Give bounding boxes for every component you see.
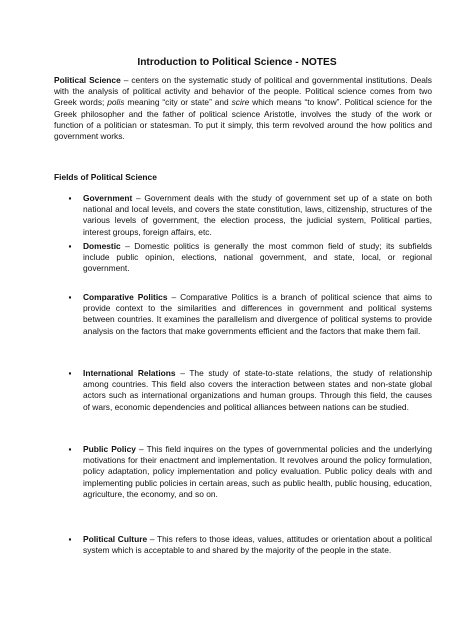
field-term: International Relations <box>83 368 176 378</box>
field-text: – This field inquires on the types of governmental policies and the underlying motivations for their enactment and implementation. It revolves around the policy formulation, policy adaptation, policy implementation and policy evaluation. Public policy deals with and implementing public policies in certain areas, such as public health, public housing, education, agriculture, the economy, and so on. <box>83 444 432 499</box>
field-text: – Government deals with the study of government set up of a state on both national and local levels, and covers the state constitution, laws, citizenship, structures of the various levels of government, the election process, the judicial system, Political parties, interest groups, foreign affairs, etc. <box>83 193 432 237</box>
field-item-political-culture <box>68 534 432 556</box>
field-item-comparative-politics <box>68 292 432 337</box>
field-term: Comparative Politics <box>83 292 168 302</box>
field-term: Domestic <box>83 241 121 251</box>
bullet-icon: ▪ <box>68 368 72 378</box>
bullet-icon: ▪ <box>68 292 72 302</box>
bullet-icon: ▪ <box>68 534 72 544</box>
page-title: Introduction to Political Science - NOTES <box>137 57 337 68</box>
intro-term: Political Science <box>54 75 121 85</box>
bullet-icon: ▪ <box>68 193 72 203</box>
field-term: Government <box>83 193 133 203</box>
fields-heading: Fields of Political Science <box>54 172 157 182</box>
intro-paragraph <box>54 75 432 142</box>
intro-word-scire: scire <box>231 97 250 108</box>
field-text: – Comparative Politics is a branch of political science that aims to provide context to the similarities and differences in government and political systems between countries. It examines the parallelism and divergence of political systems to provide analysis on the factors that make governments efficient and the factors that make them fail. <box>83 292 432 336</box>
field-text: – Domestic politics is generally the most common field of study; its subfields include public opinion, elections, national government, and state, local, or regional government. <box>83 241 432 274</box>
bullet-icon: ▪ <box>68 444 72 454</box>
field-text: – This refers to those ideas, values, attitudes or orientation about a political system which is acceptable to and shared by the majority of the people in the state. <box>83 534 432 556</box>
field-item-government <box>68 193 432 238</box>
intro-text-3: which means “to know”. Political science for the Greek philosopher and the father of political science Aristotle, involves the study of the work or function of a politician or statesman. To put it simply, this term revolved around the how politics and government works. <box>54 97 432 142</box>
field-item-public-policy <box>68 444 432 500</box>
intro-word-polis: polis <box>107 97 125 108</box>
bullet-icon: ▪ <box>68 241 72 251</box>
intro-text-1: – centers on the systematic study of political and governmental institutions. Deals with the analysis of political activity and behavior of the people. Political science comes from two Greek words; <box>54 75 432 108</box>
field-term: Political Culture <box>83 534 148 544</box>
field-text: – The study of state-to-state relations, the study of relationship among countries. This field also covers the interaction between states and non-state global actors such as international organizations and human groups. Through this field, the causes of wars, economic dependencies and political alliances between nations can be studied. <box>83 368 433 412</box>
field-item-domestic <box>68 241 432 275</box>
field-term: Public Policy <box>83 444 136 454</box>
field-item-international-relations <box>68 368 433 413</box>
intro-text-2: meaning “city or state” and <box>124 97 232 108</box>
